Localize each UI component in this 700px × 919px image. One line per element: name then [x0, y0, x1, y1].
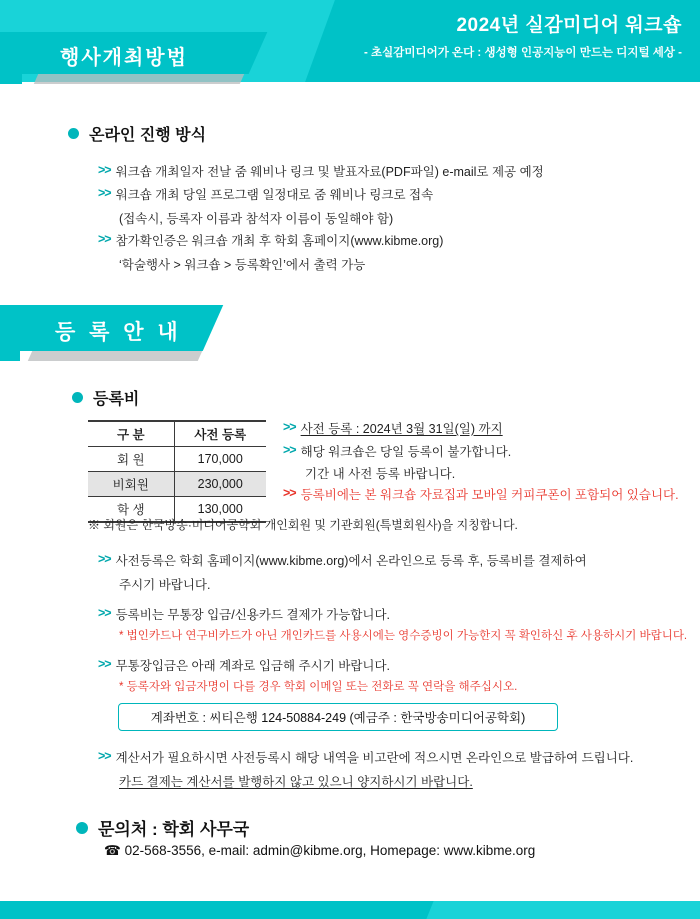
section2-tab-label: 등 록 안 내: [55, 321, 182, 344]
fee-note-4-text: 등록비에는 본 워크숍 자료집과 모바일 커피쿠폰이 포함되어 있습니다.: [300, 488, 679, 502]
section2-bullet-1-line-2: 주시기 바랍니다.: [119, 578, 211, 592]
bullet-dot-icon: [72, 392, 83, 403]
table-header-row: [88, 421, 266, 447]
section1-heading-label: 온라인 진행 방식: [89, 127, 207, 144]
double-arrow-icon: >>: [98, 749, 111, 763]
section2-bullet-2-line-1: 등록비는 무통장 입금/신용카드 결제가 가능합니다.: [115, 608, 391, 622]
section2-bullet-4-line-2: 카드 결제는 계산서를 발행하지 않고 있으니 양지하시기 바랍니다.: [119, 775, 473, 789]
table-cell-category-nonmember: 비회원: [88, 472, 174, 497]
double-arrow-icon: >>: [98, 606, 111, 620]
table-row: [88, 472, 266, 497]
registration-fee-table: [88, 420, 266, 523]
table-cell-fee-nonmember: 230,000: [174, 472, 266, 497]
section2-tab-shadow: [28, 351, 202, 361]
bullet-dot-icon: [76, 822, 88, 834]
contact-heading-label: 문의처 : 학회 사무국: [98, 820, 250, 839]
section1-tab-shadow: [34, 74, 244, 84]
table-cell-fee-student: 130,000: [174, 497, 266, 523]
section2-bullet-3-note: * 등록자와 입금자명이 다를 경우 학회 이메일 또는 전화로 꼭 연락을 해주십시오.: [119, 681, 518, 693]
contact-heading: [76, 815, 249, 840]
table-cell-category-student: 학 생: [88, 497, 174, 523]
table-header-cell-1: 사전 등록: [174, 421, 266, 447]
table-cell-fee-member: 170,000: [174, 447, 266, 472]
double-arrow-icon: >>: [98, 657, 111, 671]
section1-heading: [68, 122, 206, 145]
section2-bullet-4: [98, 749, 633, 767]
section1-item-3: (접속시, 등록자 이름과 참석자 이름이 동일해야 함): [119, 212, 394, 226]
fee-note-2-text: 해당 워크숍은 당일 등록이 불가합니다.: [300, 445, 512, 459]
section2-bullet-1-line-1: 사전등록은 학회 홈페이지(www.kibme.org)에서 온라인으로 등록 후, 등록비를 결제하여: [115, 554, 587, 568]
section2-bullet-3-line-1: 무통장입금은 아래 계좌로 입금해 주시기 바랍니다.: [115, 659, 391, 673]
double-arrow-icon: >>: [98, 232, 111, 246]
table-header-cell-0: 구 분: [88, 421, 174, 447]
section2-bullet-4-line-1: 계산서가 필요하시면 사전등록시 해당 내역을 비고란에 적으시면 온라인으로 발급하여 드립니다.: [115, 751, 634, 765]
footer-diagonal-accent: [426, 901, 700, 919]
section2-heading-label: 등록비: [93, 391, 140, 408]
section1-item-5: ‘학술행사 > 워크숍 > 등록확인’에서 출력 가능: [119, 258, 366, 272]
section2-bullet-2-note: * 법인카드나 연구비카드가 아닌 개인카드를 사용시에는 영수증빙이 가능한지 꼭 확인하신 후 사용하시기 바랍니다.: [119, 630, 688, 642]
bank-account-box: 계좌번호 : 씨티은행 124-50884-249 (예금주 : 한국방송미디어공학회): [118, 703, 558, 731]
member-definition-note: ※ 회원은 한국방송·미디어공학회 개인회원 및 기관회원(특별회원사)을 지칭합니다.: [88, 518, 518, 532]
section2-tab-accent: [0, 351, 20, 361]
double-arrow-icon: >>: [283, 443, 296, 457]
section1-item-1: [98, 163, 544, 181]
double-arrow-icon: >>: [98, 163, 111, 177]
section1-tab-label: 행사개최방법: [60, 47, 188, 69]
page-subtitle: - 초실감미디어가 온다 : 생성형 인공지능이 만드는 디지털 세상 -: [364, 47, 682, 59]
section2-bullet-3: [98, 657, 390, 675]
contact-details: [104, 843, 535, 859]
fee-note-4: [283, 486, 679, 504]
page-footer-band: [0, 901, 700, 919]
fee-note-1: [283, 420, 503, 438]
table-cell-category-member: 회 원: [88, 447, 174, 472]
table-row: [88, 447, 266, 472]
double-arrow-icon: >>: [283, 486, 296, 500]
fee-note-3: 기간 내 사전 등록 바랍니다.: [305, 467, 456, 481]
section1-item-1-text: 워크숍 개최일자 전날 줌 웨비나 링크 및 발표자료(PDF파일) e-mail로 제공 예정: [115, 165, 544, 179]
bullet-dot-icon: [68, 128, 79, 139]
section1-tab-accent: [0, 74, 22, 84]
fee-note-2: [283, 443, 511, 461]
page-title: 2024년 실감미디어 워크숍: [456, 15, 682, 36]
fee-note-1-text: 사전 등록 : 2024년 3월 31일(일) 까지: [300, 422, 503, 436]
section1-item-4-text: 참가확인증은 워크숍 개최 후 학회 홈페이지(www.kibme.org): [115, 234, 444, 248]
section2-bullet-2: [98, 606, 390, 624]
section2-bullet-1: [98, 552, 587, 570]
contact-details-text: 02-568-3556, e-mail: admin@kibme.org, Homepage: www.kibme.org: [124, 843, 536, 858]
section1-item-2-text: 워크숍 개최 당일 프로그램 일정대로 줌 웨비나 링크로 접속: [115, 188, 434, 202]
phone-icon: ☎: [104, 843, 121, 858]
double-arrow-icon: >>: [98, 186, 111, 200]
double-arrow-icon: >>: [98, 552, 111, 566]
section1-item-2: [98, 186, 433, 204]
section2-heading: [72, 386, 139, 409]
double-arrow-icon: >>: [283, 420, 296, 434]
section1-item-4: [98, 232, 443, 250]
